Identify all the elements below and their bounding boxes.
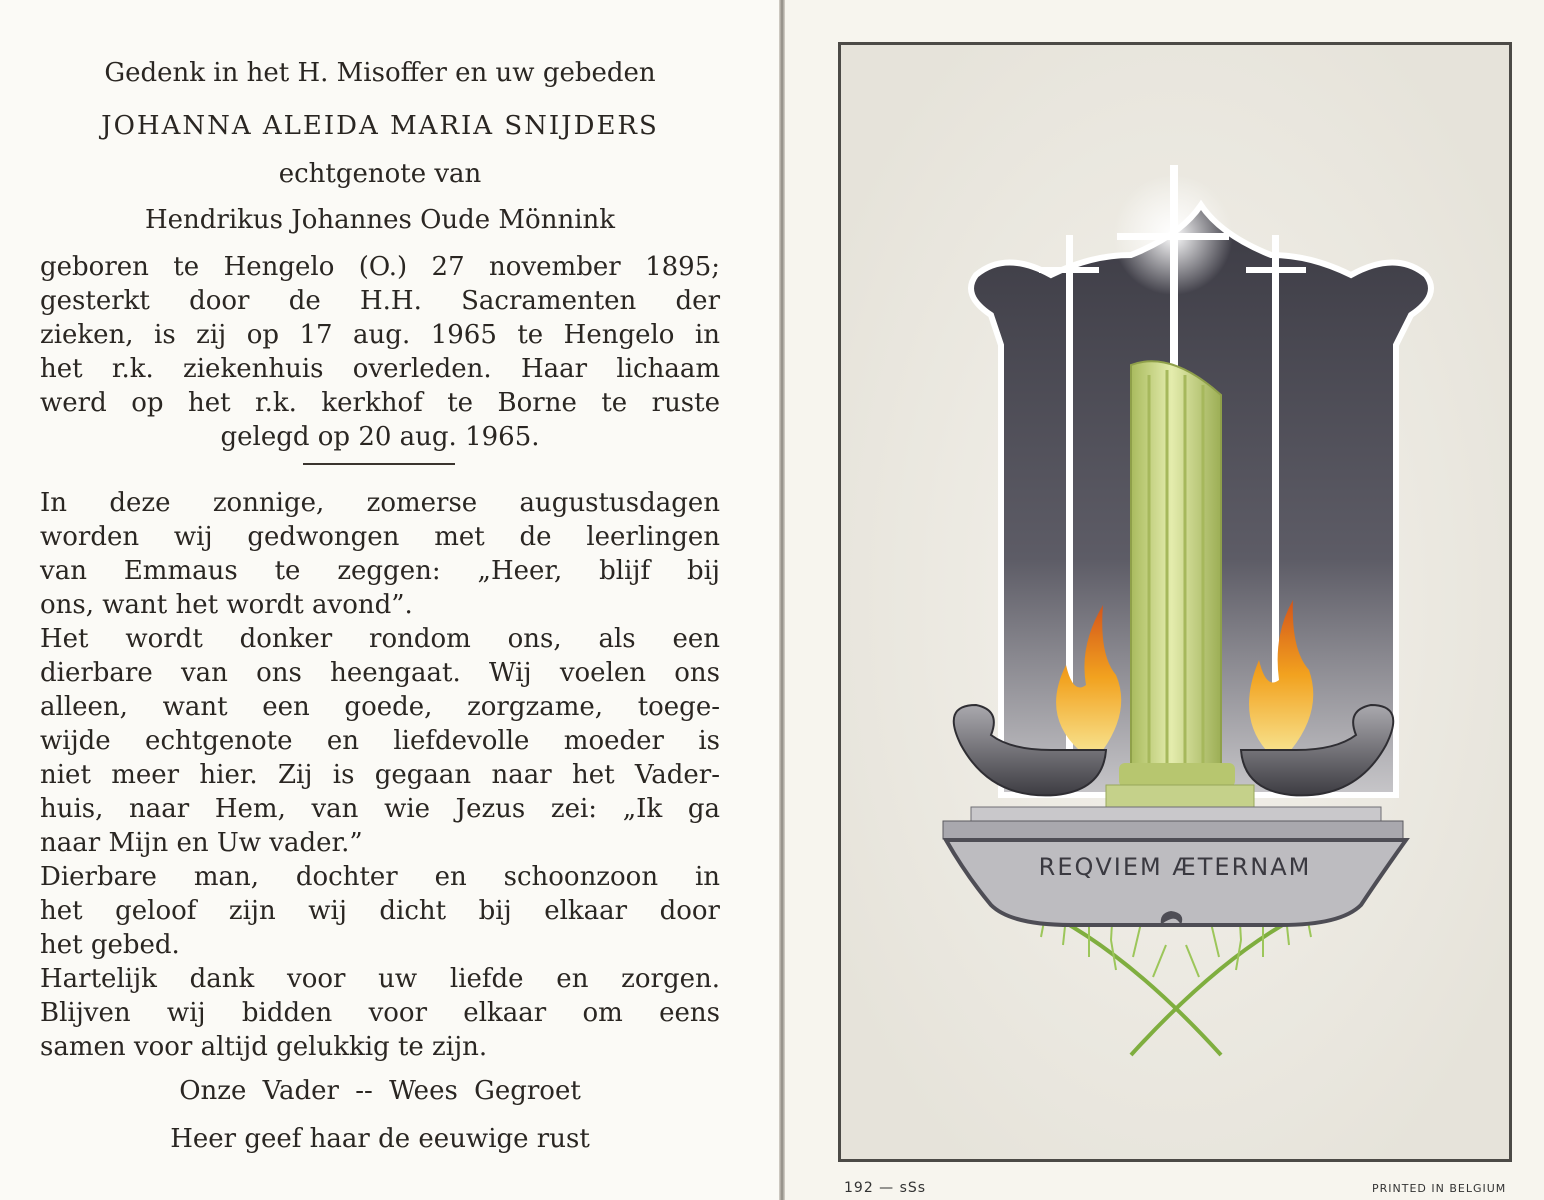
bio-line: geboren te Hengelo (O.) 27 november 1895;	[40, 252, 720, 282]
text-line: niet meer hier. Zij is gegaan naar het Vader-	[40, 760, 720, 790]
center-cross-bar	[1117, 233, 1229, 240]
footer-printed-in: PRINTED IN BELGIUM	[1372, 1182, 1507, 1195]
text-line: Het wordt donker rondom ons, als een	[40, 624, 720, 654]
text-line: het geloof zijn wij dicht bij elkaar door	[40, 896, 720, 926]
text-line: In deze zonnige, zomerse augustusdagen	[40, 488, 720, 518]
deceased-name: JOHANNA ALEIDA MARIA SNIJDERS	[101, 111, 659, 141]
footer-catalog-number: 192 — sSs	[844, 1180, 927, 1196]
text-line: huis, naar Hem, van wie Jezus zei: „Ik ga	[40, 794, 720, 824]
bio-line: zieken, is zij op 17 aug. 1965 te Hengelo in	[40, 320, 720, 350]
left-cross-bar	[1039, 267, 1099, 273]
memorial-illustration	[841, 45, 1509, 1159]
column-plinth	[1106, 785, 1254, 809]
text-line: Dierbare man, dochter en schoonzoon in	[40, 862, 720, 892]
broken-column	[1131, 361, 1221, 775]
bio-line: werd op het r.k. kerkhof te Borne te ruste	[40, 388, 720, 418]
prayer-line: Onze Vader -- Wees Gegroet	[179, 1076, 581, 1106]
spouse-name: Hendrikus Johannes Oude Mönnink	[144, 205, 616, 235]
text-line: dierbare van ons heengaat. Wij voelen ons	[40, 658, 720, 688]
stone-ledge-lower	[943, 821, 1403, 839]
right-cross-icon	[1272, 235, 1279, 755]
image-frame	[838, 42, 1512, 1162]
text-line: het gebed.	[40, 930, 180, 960]
text-line: samen voor altijd gelukkig te zijn.	[40, 1032, 488, 1062]
stone-ledge	[971, 807, 1381, 821]
text-line: wijde echtgenote en liefdevolle moeder is	[40, 726, 720, 756]
column-base	[1119, 763, 1235, 787]
bio-line: gesterkt door de H.H. Sacramenten der	[40, 286, 720, 316]
text-line: alleen, want een goede, zorgzame, toege-	[40, 692, 720, 722]
divider	[303, 463, 455, 465]
spouse-label: echtgenote van	[278, 159, 482, 189]
text-line: Hartelijk dank voor uw liefde en zorgen.	[40, 964, 720, 994]
prayer-line: Heer geef haar de eeuwige rust	[170, 1124, 590, 1154]
intro-line: Gedenk in het H. Misoffer en uw gebeden	[104, 58, 656, 88]
right-cross-bar	[1246, 267, 1306, 273]
bio-line: gelegd op 20 aug. 1965.	[220, 422, 540, 452]
text-line: van Emmaus te zeggen: „Heer, blijf bij	[40, 556, 720, 586]
text-line: naar Mijn en Uw vader.”	[40, 828, 363, 858]
banner-text: REQVIEM ÆTERNAM	[1038, 853, 1312, 881]
bio-line: het r.k. ziekenhuis overleden. Haar lichaam	[40, 354, 720, 384]
text-line: worden wij gedwongen met de leerlingen	[40, 522, 720, 552]
text-line: ons, want het wordt avond”.	[40, 590, 413, 620]
text-line: Blijven wij bidden voor elkaar om eens	[40, 998, 720, 1028]
